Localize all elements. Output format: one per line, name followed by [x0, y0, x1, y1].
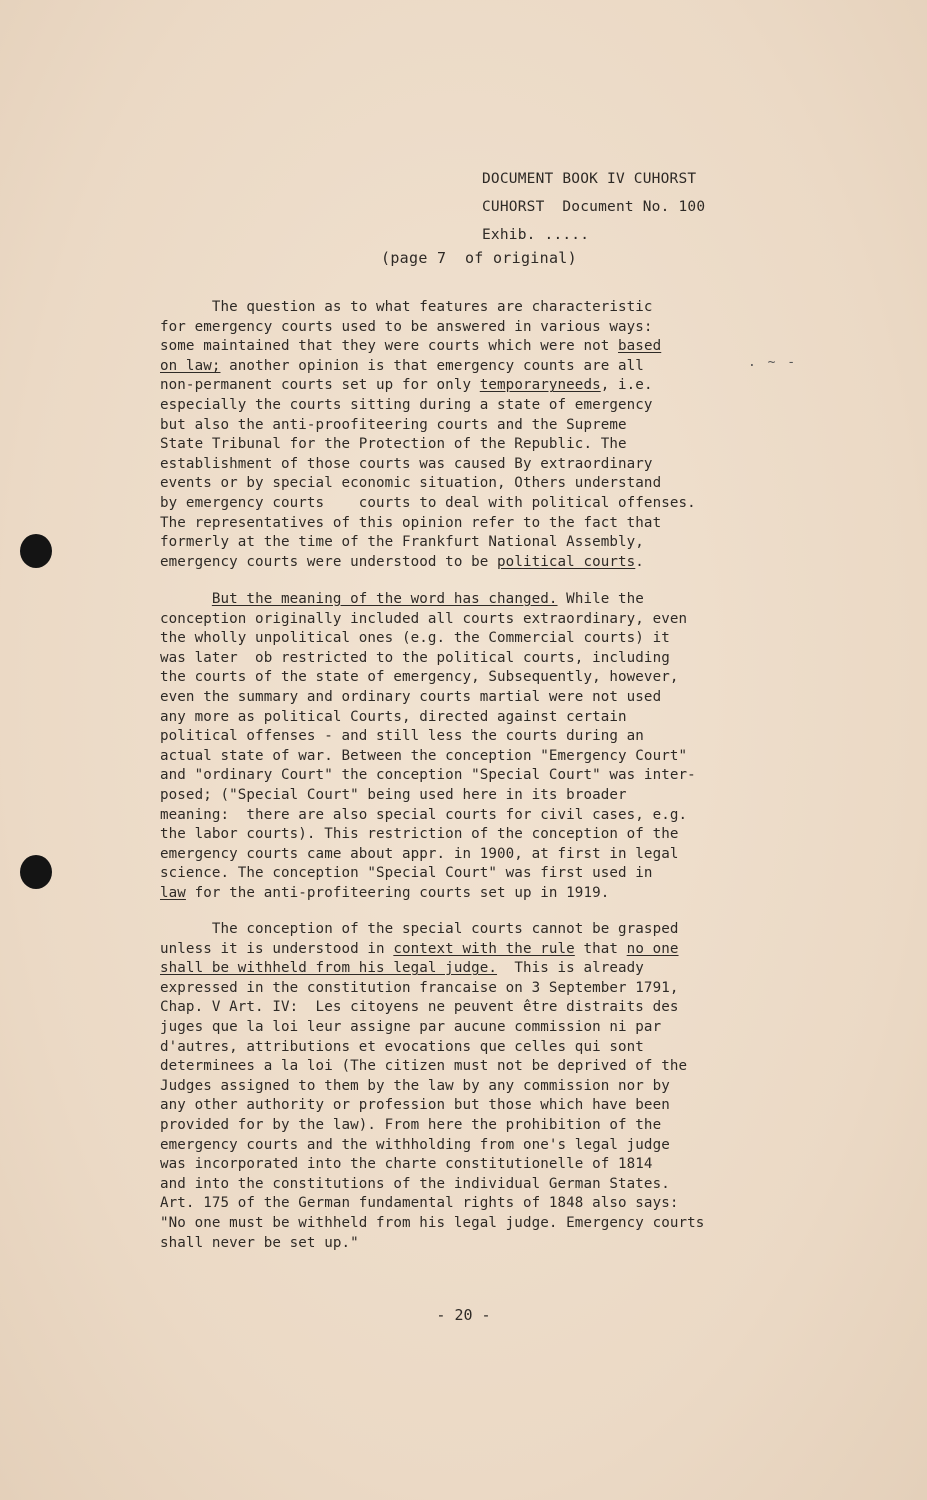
original-page-reference: (page 7 of original): [381, 249, 577, 267]
text-line: political offenses - and still less the courts during an: [160, 728, 644, 745]
text-segment: another opinion is that emergency counts are all: [220, 357, 644, 374]
paragraph-1: [160, 298, 760, 572]
margin-marks: . ~ -: [748, 355, 798, 370]
underlined-meaning-changed: But the meaning of the word has changed.: [211, 591, 558, 607]
punch-hole: [20, 534, 52, 568]
text-line: emergency courts and the withholding from one's legal judge: [160, 1136, 670, 1153]
text-line: the labor courts). This restriction of the conception of the: [160, 826, 679, 843]
text-line: [160, 337, 760, 357]
paragraph-3: [160, 920, 760, 1253]
underlined-context-rule: context with the rule: [393, 940, 575, 957]
header-document-number: CUHORST Document No. 100: [482, 199, 706, 215]
text-segment: While the: [557, 591, 644, 607]
text-line: emergency courts came about appr. in 1900, at first in legal: [160, 845, 679, 862]
text-segment: that: [574, 940, 627, 957]
text-line: establishment of those courts was caused By extraordinary: [160, 455, 653, 472]
text-line: events or by special economic situation, Others understand: [160, 475, 662, 492]
header-exhibit: Exhib. .....: [482, 227, 590, 243]
text-line: Judges assigned to them by the law by any commission nor by: [160, 1077, 670, 1094]
text-line: but also the anti-proofiteering courts and the Supreme: [160, 416, 627, 433]
text-line: even the summary and ordinary courts martial were not used: [160, 688, 662, 705]
text-line: shall never be set up.": [160, 1234, 359, 1251]
text-line: the courts of the state of emergency, Subsequently, however,: [160, 669, 679, 686]
text-segment: [160, 591, 212, 607]
text-line: juges que la loi leur assigne par aucune commission ni par: [160, 1018, 662, 1035]
underlined-on-law: on law;: [160, 357, 221, 374]
text-line: actual state of war. Between the conception "Emergency Court": [160, 747, 688, 764]
text-line: and into the constitutions of the individual German States.: [160, 1175, 670, 1192]
page-number: - 20 -: [436, 1306, 491, 1324]
text-line: [160, 884, 760, 904]
text-line: The representatives of this opinion refer to the fact that: [160, 514, 662, 531]
text-line: The question as to what features are characteristic: [160, 299, 653, 315]
text-line: Chap. V Art. IV: Les citoyens ne peuvent être distraits des: [160, 999, 679, 1016]
underlined-no-one: no one: [626, 940, 679, 957]
text-line: The conception of the special courts cannot be grasped: [160, 921, 679, 937]
underlined-withheld-judge: shall be withheld from his legal judge.: [160, 960, 498, 977]
text-line: posed; ("Special Court" being used here in its broader: [160, 786, 627, 803]
text-segment: unless it is understood in: [160, 940, 394, 957]
text-segment: for the anti-profiteering courts set up in 1919.: [185, 884, 610, 901]
text-line: conception originally included all courts extraordinary, even: [160, 610, 688, 627]
text-line: [160, 553, 760, 573]
text-line: [160, 357, 760, 377]
text-line: was incorporated into the charte constitutionelle of 1814: [160, 1156, 653, 1173]
text-line: [160, 959, 760, 979]
text-line: determinees a la loi (The citizen must not be deprived of the: [160, 1058, 688, 1075]
text-line: science. The conception "Special Court" was first used in: [160, 865, 653, 882]
text-line: expressed in the constitution francaise on 3 September 1791,: [160, 979, 679, 996]
text-line: [160, 376, 760, 396]
header-book-line: DOCUMENT BOOK IV CUHORST: [482, 171, 697, 187]
text-segment: , i.e.: [600, 377, 653, 394]
paragraph-2: [160, 590, 760, 904]
text-line: by emergency courts courts to deal with political offenses.: [160, 494, 696, 511]
text-line: [160, 590, 760, 610]
text-line: and "ordinary Court" the conception "Special Court" was inter-: [160, 767, 696, 784]
text-line: any other authority or profession but those which have been: [160, 1097, 670, 1114]
text-line: formerly at the time of the Frankfurt National Assembly,: [160, 534, 644, 551]
text-line: "No one must be withheld from his legal judge. Emergency courts: [160, 1214, 705, 1231]
text-line: any more as political Courts, directed against certain: [160, 708, 627, 725]
document-header: [482, 165, 705, 249]
underlined-law: law: [160, 884, 186, 901]
underlined-based: based: [618, 338, 662, 355]
text-line: d'autres, attributions et evocations que celles qui sont: [160, 1038, 644, 1055]
text-segment: .: [635, 553, 644, 570]
punch-hole: [20, 855, 52, 889]
text-line: was later ob restricted to the political courts, including: [160, 649, 670, 666]
text-segment: emergency courts were understood to be: [160, 553, 498, 570]
text-line: for emergency courts used to be answered in various ways:: [160, 318, 653, 335]
text-line: especially the courts sitting during a state of emergency: [160, 396, 653, 413]
text-line: Art. 175 of the German fundamental rights of 1848 also says:: [160, 1195, 679, 1212]
underlined-temporary-needs: temporaryneeds: [479, 377, 601, 394]
text-segment: non-permanent courts set up for only: [160, 377, 480, 394]
text-line: the wholly unpolitical ones (e.g. the Commercial courts) it: [160, 630, 670, 647]
text-line: [160, 940, 760, 960]
text-line: provided for by the law). From here the prohibition of the: [160, 1116, 662, 1133]
text-segment: some maintained that they were courts which were not: [160, 338, 619, 355]
text-segment: This is already: [497, 960, 644, 977]
text-line: meaning: there are also special courts for civil cases, e.g.: [160, 806, 688, 823]
text-line: State Tribunal for the Protection of the Republic. The: [160, 436, 627, 453]
underlined-political-courts: political courts: [497, 553, 636, 570]
